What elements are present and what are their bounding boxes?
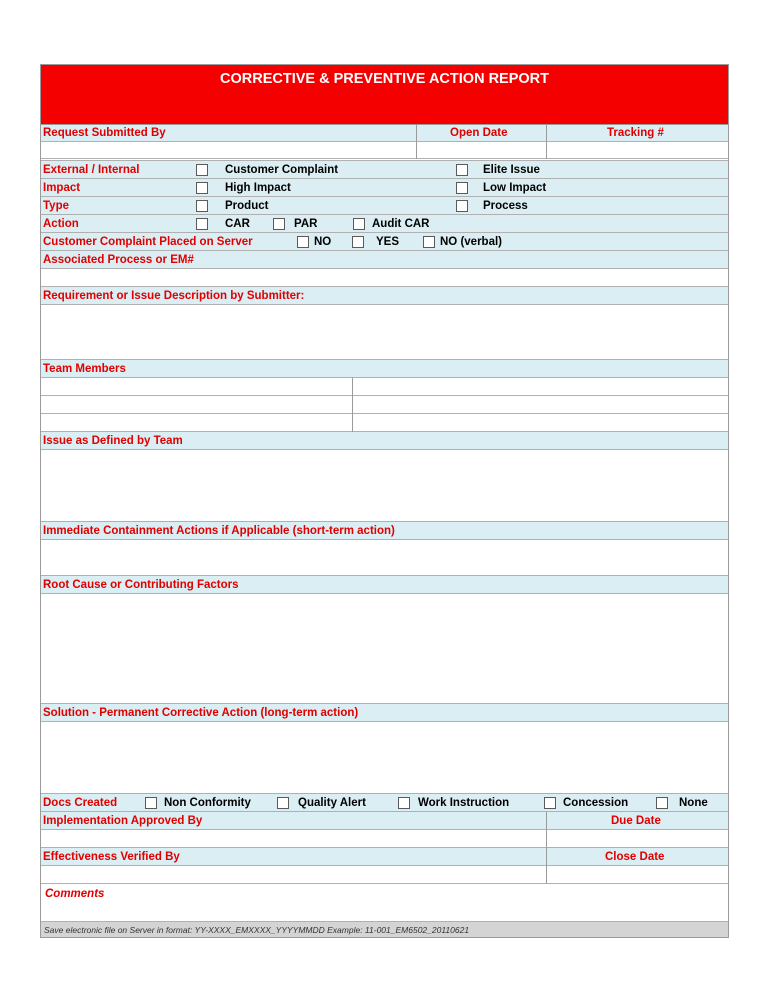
- impact-label: Impact: [43, 181, 81, 194]
- docs-created-label: Docs Created: [43, 796, 118, 809]
- associated-process-field[interactable]: [41, 269, 728, 287]
- requirement-label-row: [41, 287, 728, 305]
- issue-defined-label: Issue as Defined by Team: [43, 434, 183, 447]
- none-label: None: [679, 796, 708, 809]
- external-internal-row: [41, 161, 728, 179]
- concession-label: Concession: [563, 796, 629, 809]
- team-members-row: [41, 378, 728, 396]
- associated-process-label: Associated Process or EM#: [43, 253, 194, 266]
- team-members-label: Team Members: [43, 362, 126, 375]
- external-internal-label: External / Internal: [43, 163, 140, 176]
- effectiveness-verified-field[interactable]: [546, 866, 547, 884]
- concession-checkbox[interactable]: [544, 797, 556, 809]
- due-date-label: Due Date: [611, 814, 661, 827]
- impact-row: [41, 179, 728, 197]
- open-date-field[interactable]: [546, 142, 547, 159]
- server-no-checkbox[interactable]: [297, 236, 309, 248]
- server-no-label: NO: [314, 235, 332, 248]
- header-value-row: [41, 142, 728, 159]
- customer-complaint-label: Customer Complaint: [225, 163, 339, 176]
- product-label: Product: [225, 199, 269, 212]
- root-cause-field[interactable]: [41, 594, 728, 704]
- process-label: Process: [483, 199, 528, 212]
- high-impact-checkbox[interactable]: [196, 182, 208, 194]
- server-no-verbal-label: NO (verbal): [440, 235, 502, 248]
- capa-form: [40, 64, 729, 938]
- quality-alert-label: Quality Alert: [298, 796, 366, 809]
- server-no-verbal-checkbox[interactable]: [423, 236, 435, 248]
- footer-note: Save electronic file on Server in format: YY-XXXX_EMXXXX_YYYYMMDD Example: 11-001_EM6502_20110621: [44, 924, 470, 935]
- solution-label-row: [41, 704, 728, 722]
- associated-label-row: [41, 251, 728, 269]
- audit-car-checkbox[interactable]: [353, 218, 365, 230]
- none-checkbox[interactable]: [656, 797, 668, 809]
- request-submitted-by-label: Request Submitted By: [43, 127, 166, 139]
- action-row: [41, 215, 728, 233]
- elite-issue-label: Elite Issue: [483, 163, 540, 176]
- server-yes-checkbox[interactable]: [352, 236, 364, 248]
- server-row: [41, 233, 728, 251]
- team-members-label-row: [41, 360, 728, 378]
- implementation-value-row: [41, 830, 728, 848]
- product-checkbox[interactable]: [196, 200, 208, 212]
- issue-defined-label-row: [41, 432, 728, 450]
- tracking-label: Tracking #: [607, 127, 664, 139]
- implementation-approved-label: Implementation Approved By: [43, 814, 203, 827]
- implementation-label-row: [41, 812, 728, 830]
- effectiveness-value-row: [41, 866, 728, 884]
- server-yes-label: YES: [376, 235, 400, 248]
- comments-label: Comments: [45, 888, 105, 900]
- root-cause-label-row: [41, 576, 728, 594]
- customer-complaint-checkbox[interactable]: [196, 164, 208, 176]
- title-bar: [41, 65, 728, 125]
- quality-alert-checkbox[interactable]: [277, 797, 289, 809]
- process-checkbox[interactable]: [456, 200, 468, 212]
- containment-label-row: [41, 522, 728, 540]
- requirement-field[interactable]: [41, 305, 728, 360]
- type-label: Type: [43, 199, 69, 212]
- solution-label: Solution - Permanent Corrective Action (long-term action): [43, 706, 359, 719]
- comments-section[interactable]: [41, 884, 728, 922]
- request-submitted-by-field[interactable]: [416, 142, 417, 159]
- issue-defined-field[interactable]: [41, 450, 728, 522]
- footer-note-row: [41, 922, 728, 938]
- containment-label: Immediate Containment Actions if Applicable (short-term action): [43, 524, 395, 537]
- close-date-label: Close Date: [605, 850, 665, 863]
- server-label: Customer Complaint Placed on Server: [43, 235, 253, 248]
- form-title: CORRECTIVE & PREVENTIVE ACTION REPORT: [220, 71, 549, 87]
- audit-car-label: Audit CAR: [372, 217, 430, 230]
- par-checkbox[interactable]: [273, 218, 285, 230]
- effectiveness-label-row: [41, 848, 728, 866]
- car-checkbox[interactable]: [196, 218, 208, 230]
- par-label: PAR: [294, 217, 318, 230]
- action-label: Action: [43, 217, 79, 230]
- header-label-row: [41, 125, 728, 142]
- low-impact-label: Low Impact: [483, 181, 547, 194]
- low-impact-checkbox[interactable]: [456, 182, 468, 194]
- work-instruction-label: Work Instruction: [418, 796, 510, 809]
- elite-issue-checkbox[interactable]: [456, 164, 468, 176]
- work-instruction-checkbox[interactable]: [398, 797, 410, 809]
- effectiveness-verified-label: Effectiveness Verified By: [43, 850, 180, 863]
- non-conformity-checkbox[interactable]: [145, 797, 157, 809]
- team-members-row: [41, 414, 728, 432]
- implementation-approved-field[interactable]: [546, 830, 547, 848]
- car-label: CAR: [225, 217, 250, 230]
- type-row: [41, 197, 728, 215]
- open-date-label: Open Date: [450, 127, 508, 139]
- docs-created-row: [41, 794, 728, 812]
- containment-field[interactable]: [41, 540, 728, 576]
- root-cause-label: Root Cause or Contributing Factors: [43, 578, 239, 591]
- requirement-label: Requirement or Issue Description by Submitter:: [43, 289, 305, 302]
- solution-field[interactable]: [41, 722, 728, 794]
- non-conformity-label: Non Conformity: [164, 796, 251, 809]
- team-members-row: [41, 396, 728, 414]
- high-impact-label: High Impact: [225, 181, 291, 194]
